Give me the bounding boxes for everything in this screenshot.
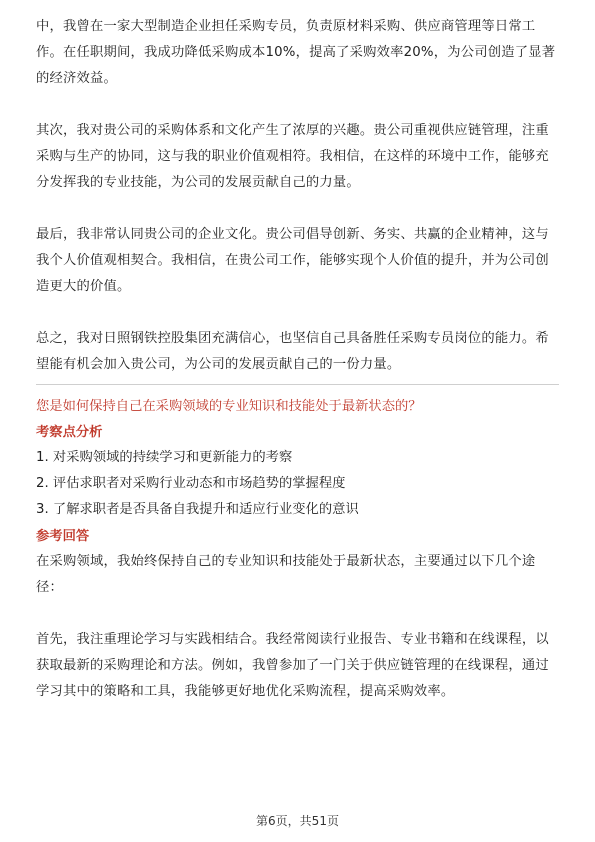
paragraph-interest: 其次，我对贵公司的采购体系和文化产生了浓厚的兴趣。贵公司重视供应链管理，注重采购与生产的协同，这与我的职业价值观相符。我相信，在这样的环境中工作，能够充分发挥我的专业技能，为公司的发展贡献自己的力量。 [36, 123, 549, 190]
interview-question: 您是如何保持自己在采购领域的专业知识和技能处于最新状态的？ [36, 399, 422, 414]
section-divider [36, 384, 559, 385]
analysis-heading: 考察点分析 [36, 425, 103, 440]
analysis-item: 3. 了解求职者是否具备自我提升和适应行业变化的意识 [36, 502, 359, 517]
paragraph-experience: 中，我曾在一家大型制造企业担任采购专员，负责原材料采购、供应商管理等日常工作。在任职期间，我成功降低采购成本10%，提高了采购效率20%，为公司创造了显著的经济效益。 [36, 19, 556, 86]
page-content [36, 14, 559, 705]
paragraph-culture: 最后，我非常认同贵公司的企业文化。贵公司倡导创新、务实、共赢的企业精神，这与我个人价值观相契合。我相信，在贵公司工作，能够实现个人价值的提升，并为公司创造更大的价值。 [36, 227, 549, 294]
paragraph-conclusion: 总之，我对日照钢铁控股集团充满信心，也坚信自己具备胜任采购专员岗位的能力。希望能有机会加入贵公司，为公司的发展贡献自己的一份力量。 [36, 331, 549, 372]
analysis-item: 2. 评估求职者对采购行业动态和市场趋势的掌握程度 [36, 476, 346, 491]
page-number: 第6页，共51页 [256, 814, 339, 828]
answer-first-point: 首先，我注重理论学习与实践相结合。我经常阅读行业报告、专业书籍和在线课程，以获取最新的采购理论和方法。例如，我曾参加了一门关于供应链管理的在线课程，通过学习其中的策略和工具，我能够更好地优化采购流程，提高采购效率。 [36, 632, 549, 699]
analysis-item: 1. 对采购领域的持续学习和更新能力的考察 [36, 450, 293, 465]
answer-intro: 在采购领域，我始终保持自己的专业知识和技能处于最新状态，主要通过以下几个途径： [36, 554, 536, 595]
answer-heading: 参考回答 [36, 529, 90, 544]
